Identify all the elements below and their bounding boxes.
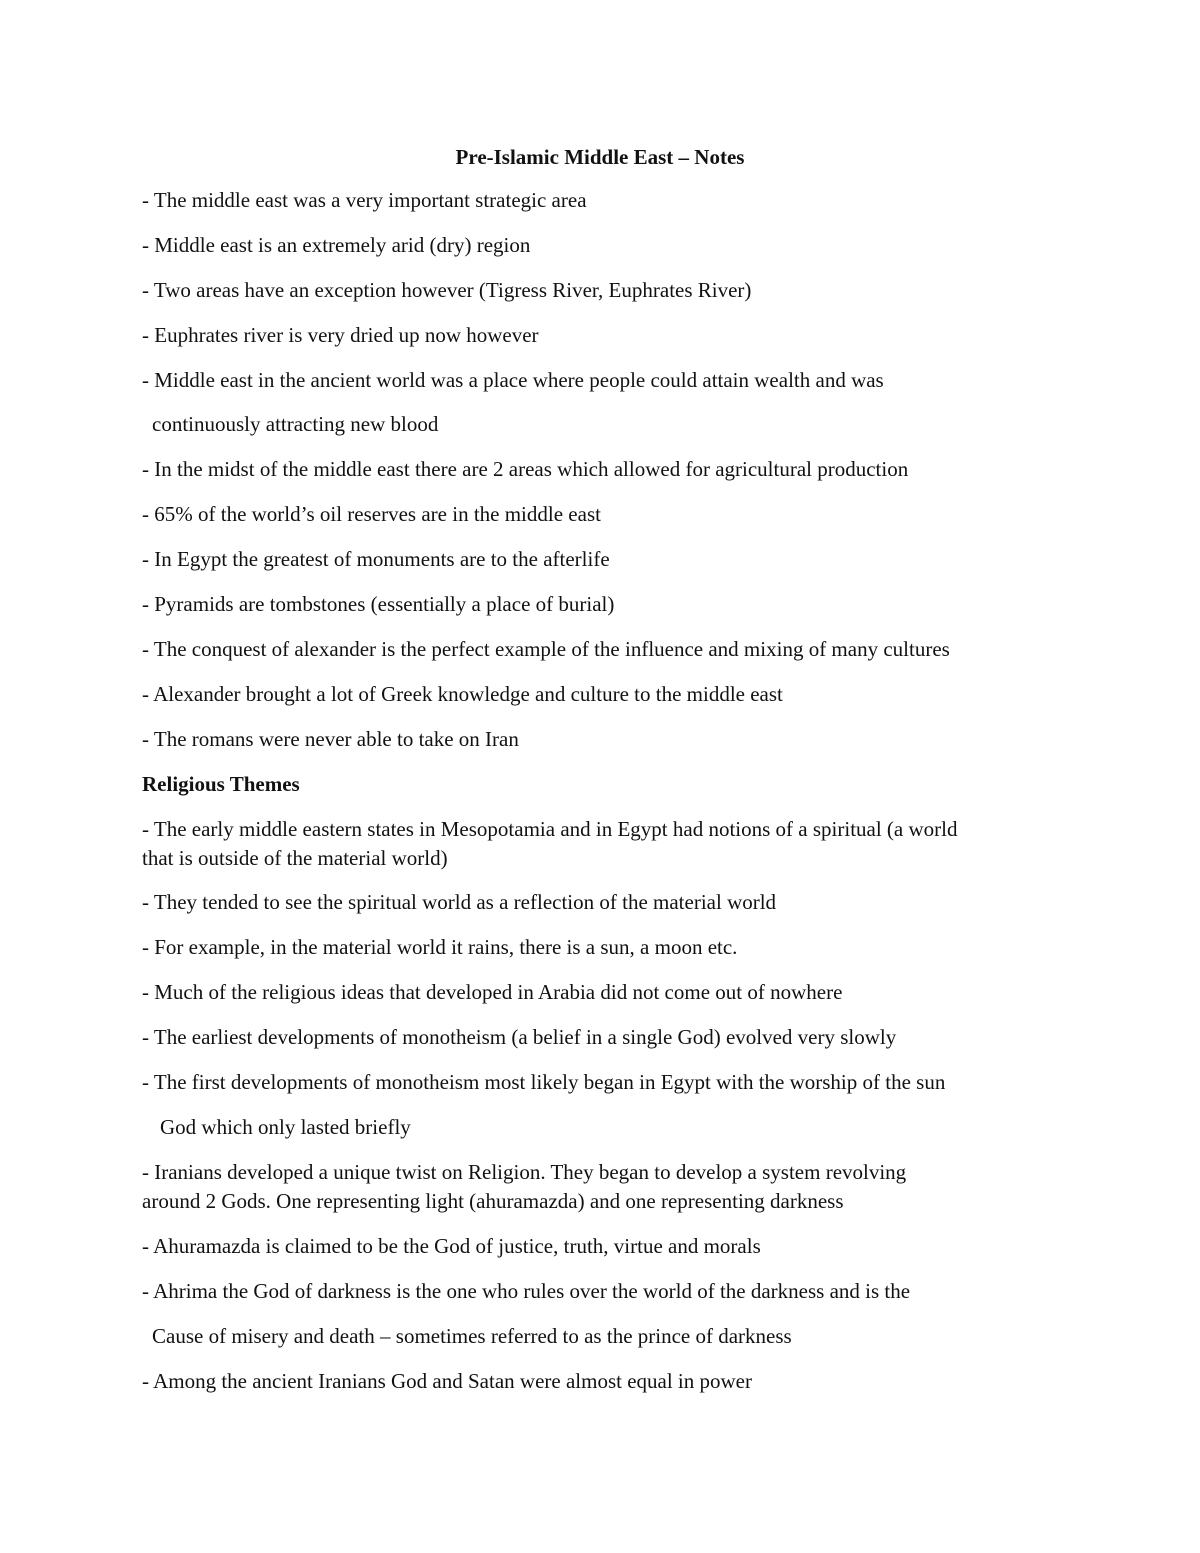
- note-line: - Middle east is an extremely arid (dry) region: [142, 233, 531, 257]
- note-line: - The earliest developments of monotheism (a belief in a single God) evolved very slowly: [142, 1025, 897, 1049]
- note-line: - For example, in the material world it rains, there is a sun, a moon etc.: [142, 935, 738, 959]
- note-line: - Ahuramazda is claimed to be the God of justice, truth, virtue and morals: [142, 1234, 761, 1258]
- note-line: - Euphrates river is very dried up now however: [142, 323, 539, 347]
- section-heading: Religious Themes: [142, 772, 300, 796]
- note-line: - Middle east in the ancient world was a place where people could attain wealth and was: [142, 368, 884, 392]
- note-line: - The early middle eastern states in Mesopotamia and in Egypt had notions of a spiritual (a world: [142, 817, 958, 841]
- note-line-continuation: Cause of misery and death – sometimes referred to as the prince of darkness: [152, 1324, 792, 1348]
- note-line: - The middle east was a very important strategic area: [142, 188, 587, 212]
- note-line: - Ahrima the God of darkness is the one who rules over the world of the darkness and is the: [142, 1279, 911, 1303]
- note-line: - Alexander brought a lot of Greek knowledge and culture to the middle east: [142, 682, 783, 706]
- note-line: - Two areas have an exception however (Tigress River, Euphrates River): [142, 278, 752, 302]
- note-line: - The romans were never able to take on Iran: [142, 727, 519, 751]
- note-line: - The first developments of monotheism most likely began in Egypt with the worship of the sun: [142, 1070, 946, 1094]
- note-line: - 65% of the world’s oil reserves are in the middle east: [142, 502, 601, 526]
- page-title: Pre-Islamic Middle East – Notes: [455, 145, 745, 169]
- note-line-continuation: continuously attracting new blood: [152, 412, 439, 436]
- note-line-continuation: God which only lasted briefly: [160, 1115, 411, 1139]
- note-line-wrap: that is outside of the material world): [142, 846, 448, 870]
- note-line: - Iranians developed a unique twist on Religion. They began to develop a system revolving: [142, 1160, 907, 1184]
- note-line: - Among the ancient Iranians God and Satan were almost equal in power: [142, 1369, 752, 1393]
- note-line: - In Egypt the greatest of monuments are to the afterlife: [142, 547, 610, 571]
- note-line: - Pyramids are tombstones (essentially a place of burial): [142, 592, 615, 616]
- note-line-wrap: around 2 Gods. One representing light (ahuramazda) and one representing darkness: [142, 1189, 844, 1213]
- note-line: - Much of the religious ideas that developed in Arabia did not come out of nowhere: [142, 980, 843, 1004]
- note-line: - The conquest of alexander is the perfect example of the influence and mixing of many cultures: [142, 637, 950, 661]
- note-line: - They tended to see the spiritual world as a reflection of the material world: [142, 890, 777, 914]
- note-line: - In the midst of the middle east there are 2 areas which allowed for agricultural production: [142, 457, 909, 481]
